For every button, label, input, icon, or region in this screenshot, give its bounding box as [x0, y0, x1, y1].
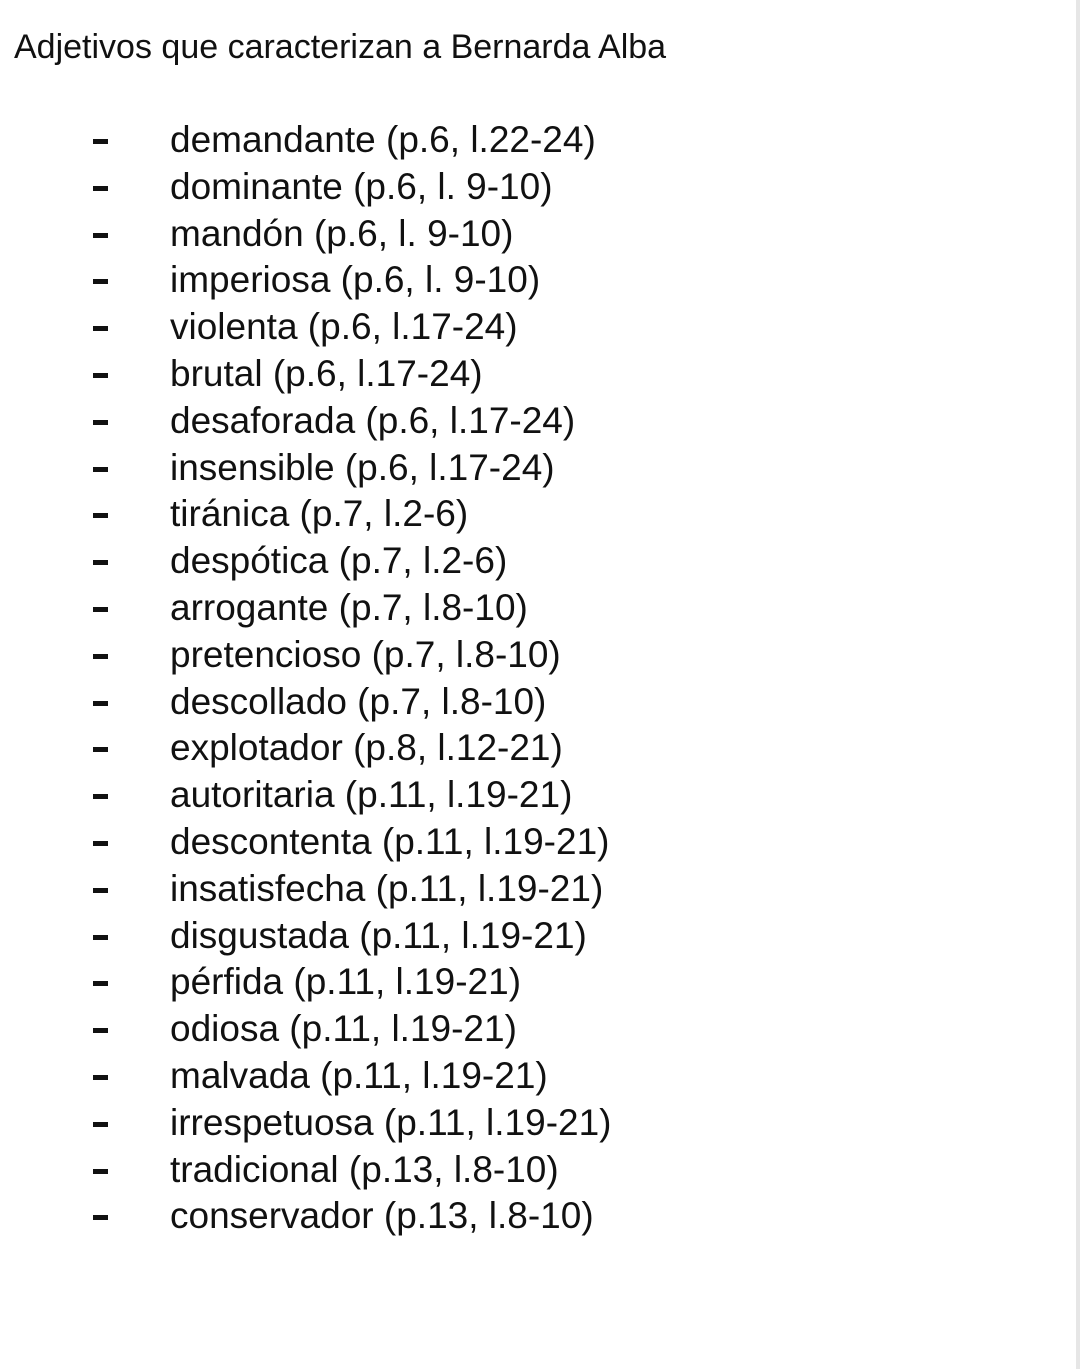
dash-bullet-icon — [93, 420, 108, 425]
dash-bullet-icon — [93, 1122, 108, 1127]
list-item-text: autoritaria (p.11, l.19-21) — [170, 774, 573, 816]
list-item-text: pretencioso (p.7, l.8-10) — [170, 633, 561, 675]
dash-bullet-icon — [93, 326, 108, 331]
dash-bullet-icon — [93, 981, 108, 986]
dash-bullet-icon — [93, 747, 108, 752]
dash-bullet-icon — [93, 279, 108, 284]
list-item-text: conservador (p.13, l.8-10) — [170, 1195, 594, 1237]
list-item-text: insensible (p.6, l.17-24) — [170, 446, 555, 488]
list-item-text: pérfida (p.11, l.19-21) — [170, 961, 522, 1003]
list-item-text: imperiosa (p.6, l. 9-10) — [170, 259, 541, 301]
list-item-text: tiránica (p.7, l.2-6) — [170, 493, 469, 535]
dash-bullet-icon — [93, 888, 108, 893]
list-item-text: brutal (p.6, l.17-24) — [170, 352, 483, 394]
dash-bullet-icon — [93, 654, 108, 659]
dash-bullet-icon — [93, 467, 108, 472]
list-item-text: dominante (p.6, l. 9-10) — [170, 165, 553, 207]
list-item-text: desaforada (p.6, l.17-24) — [170, 399, 576, 441]
dash-bullet-icon — [93, 233, 108, 238]
list-item-text: tradicional (p.13, l.8-10) — [170, 1148, 559, 1190]
list-item-text: irrespetuosa (p.11, l.19-21) — [170, 1101, 612, 1143]
dash-bullet-icon — [93, 607, 108, 612]
list-item-text: arrogante (p.7, l.8-10) — [170, 586, 528, 628]
dash-bullet-icon — [93, 794, 108, 799]
dash-bullet-icon — [93, 935, 108, 940]
dash-bullet-icon — [93, 701, 108, 706]
list-item-text: mandón (p.6, l. 9-10) — [170, 212, 514, 254]
list-item-text: demandante (p.6, l.22-24) — [170, 119, 596, 160]
list-item-text: malvada (p.11, l.19-21) — [170, 1054, 548, 1096]
page-edge-divider — [1076, 0, 1080, 1369]
list-item-text: descontenta (p.11, l.19-21) — [170, 820, 610, 862]
dash-bullet-icon — [93, 373, 108, 378]
dash-bullet-icon — [93, 841, 108, 846]
list-item-text: despótica (p.7, l.2-6) — [170, 540, 508, 582]
document-title: Adjetivos que caracterizan a Bernarda Alba — [14, 28, 667, 66]
dash-bullet-icon — [93, 1169, 108, 1174]
list-item-text: odiosa (p.11, l.19-21) — [170, 1008, 517, 1050]
dash-bullet-icon — [93, 186, 108, 191]
dash-bullet-icon — [93, 139, 108, 144]
list-item-text: descollado (p.7, l.8-10) — [170, 680, 547, 722]
dash-bullet-icon — [93, 1028, 108, 1033]
list-item-text: insatisfecha (p.11, l.19-21) — [170, 867, 604, 909]
dash-bullet-icon — [93, 560, 108, 565]
list-item-text: disgustada (p.11, l.19-21) — [170, 914, 587, 956]
dash-bullet-icon — [93, 1215, 108, 1220]
dash-bullet-icon — [93, 513, 108, 518]
list-item-text: violenta (p.6, l.17-24) — [170, 306, 518, 348]
list-item-text: explotador (p.8, l.12-21) — [170, 727, 563, 769]
dash-bullet-icon — [93, 1075, 108, 1080]
